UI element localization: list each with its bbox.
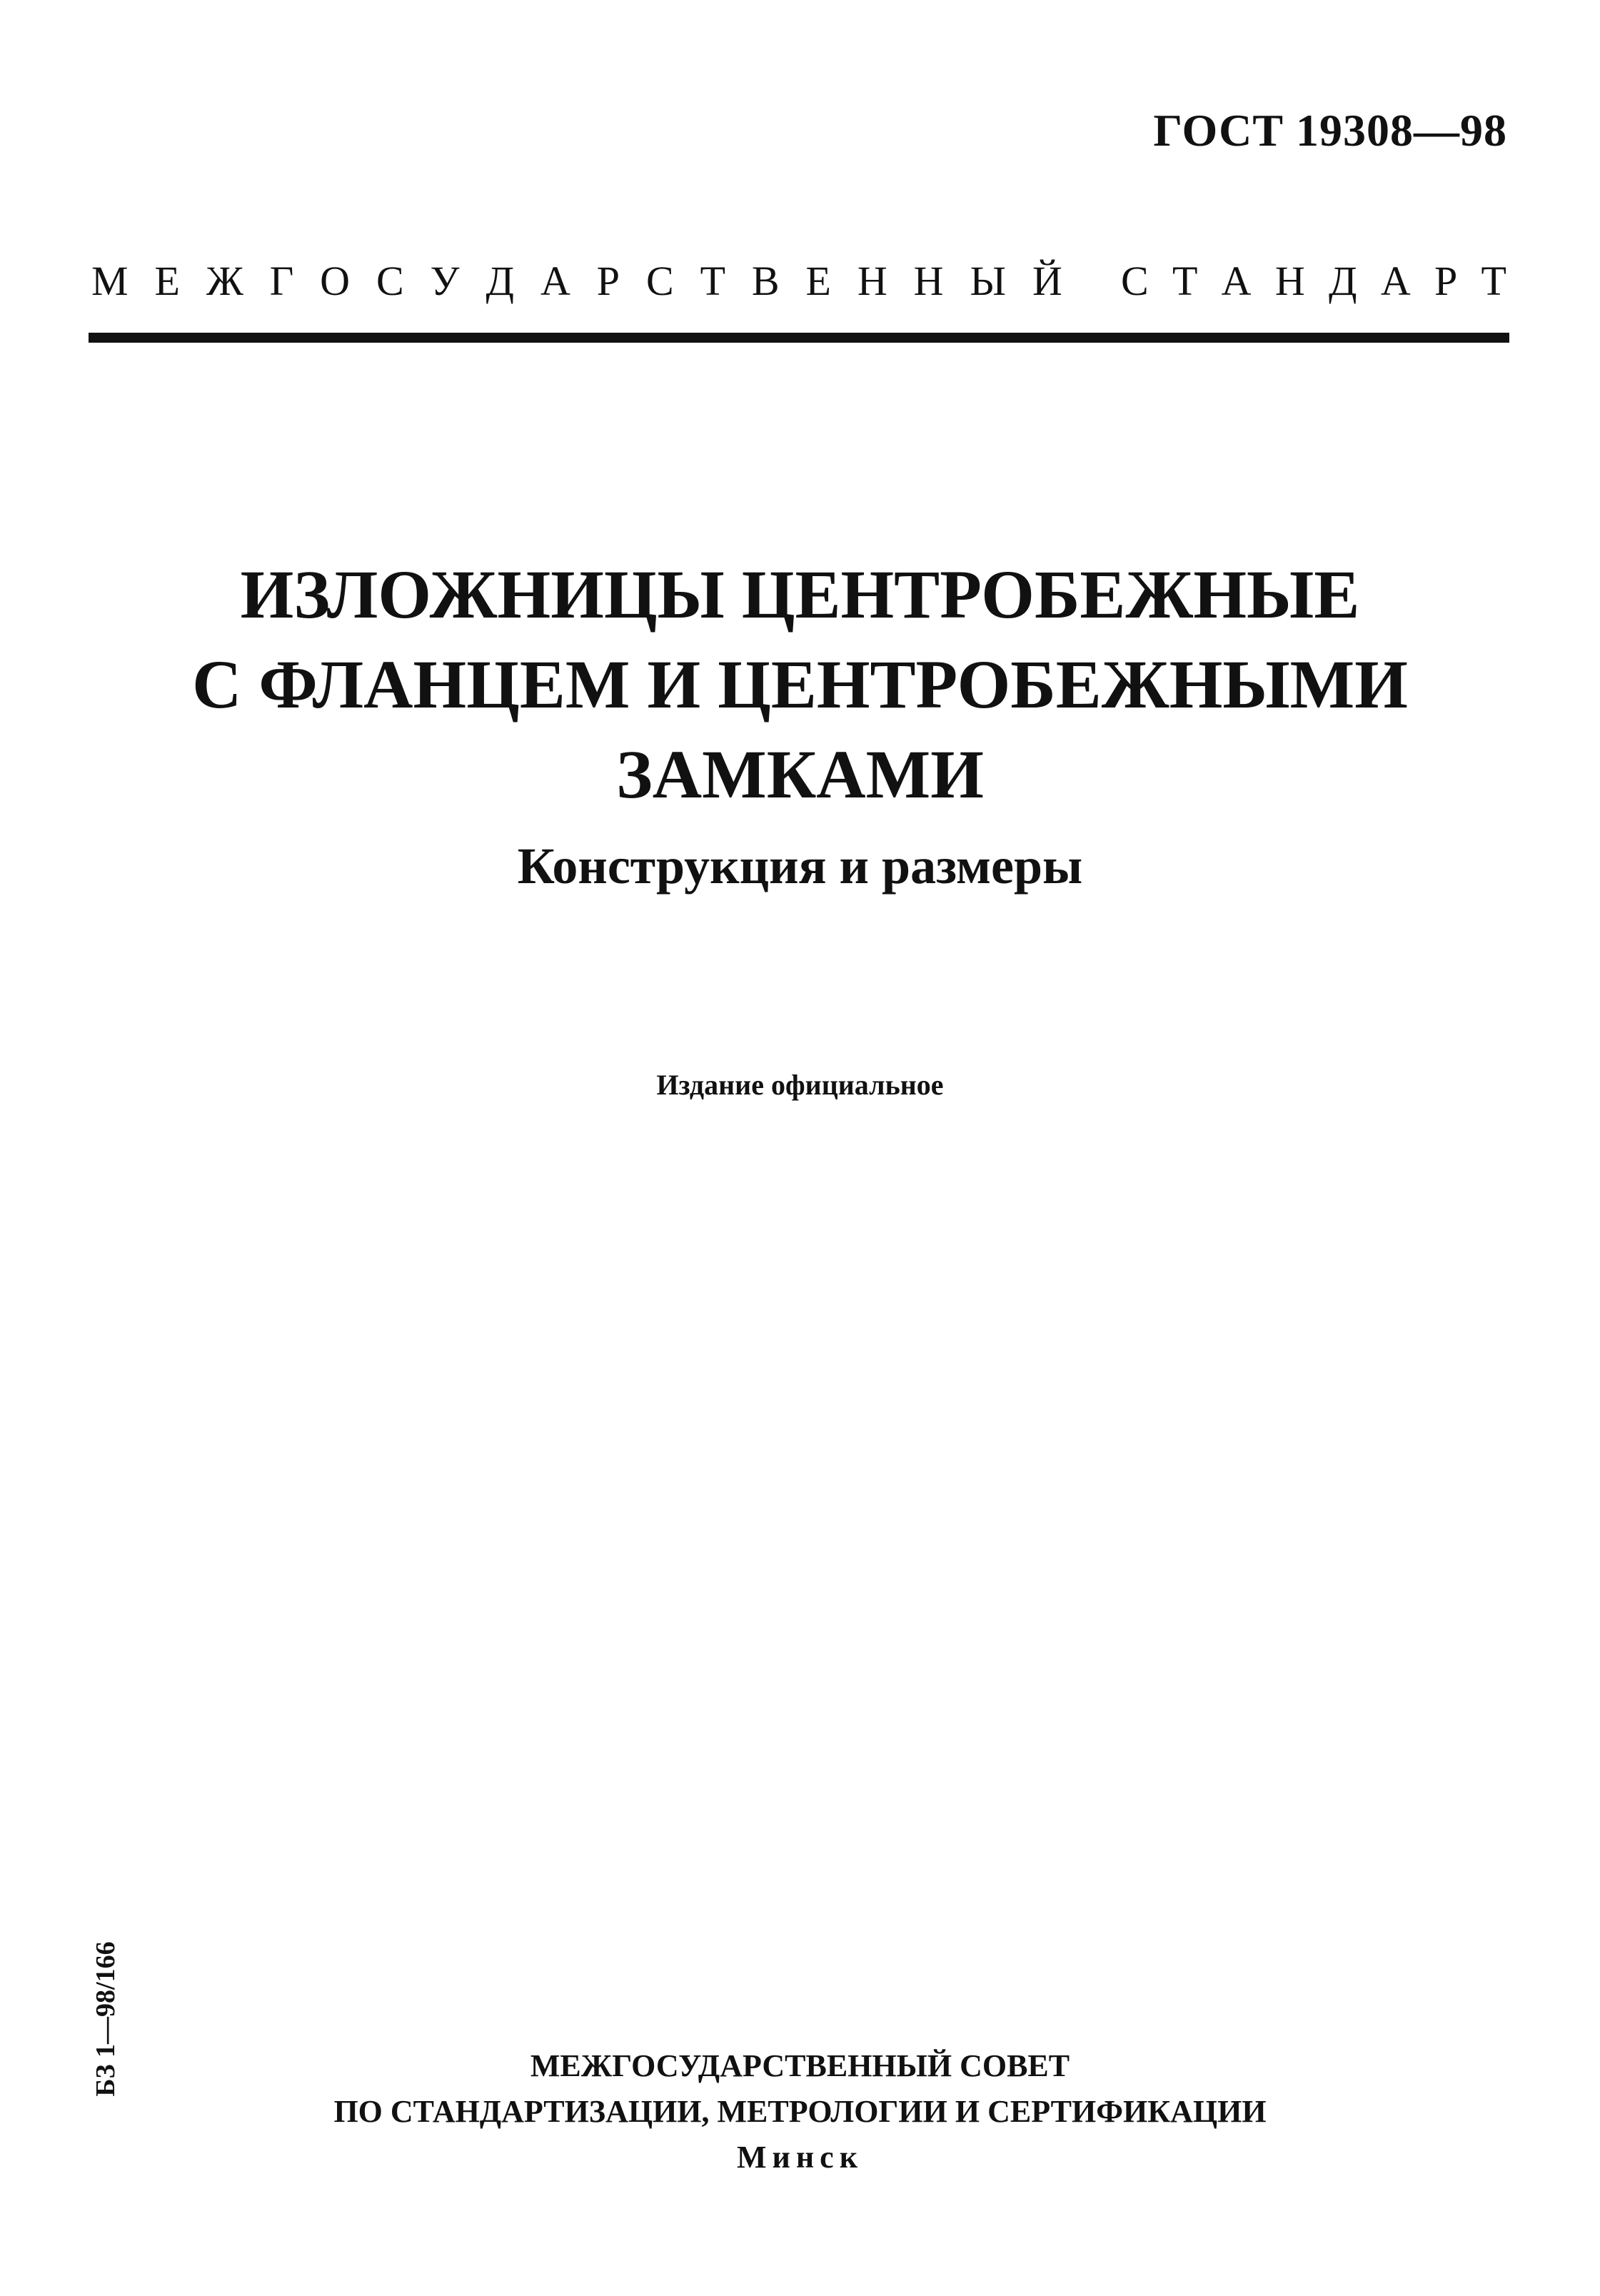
title-line-2: С ФЛАНЦЕМ И ЦЕНТРОБЕЖНЫМИ xyxy=(192,646,1408,722)
standard-type-heading xyxy=(91,257,1506,305)
title-line-1: ИЗЛОЖНИЦЫ ЦЕНТРОБЕЖНЫЕ xyxy=(240,556,1360,633)
publisher-block xyxy=(0,2043,1600,2180)
publisher-line-2: ПО СТАНДАРТИЗАЦИИ, МЕТРОЛОГИИ И СЕРТИФИКАЦИИ xyxy=(333,2094,1267,2129)
side-catalog-code: БЗ 1—98/166 xyxy=(91,1941,121,2097)
standard-type-word-standard: С Т А Н Д А Р Т xyxy=(1121,258,1506,304)
publisher-line-1: МЕЖГОСУДАРСТВЕННЫЙ СОВЕТ xyxy=(530,2048,1070,2083)
standard-type-word-interstate: М Е Ж Г О С У Д А Р С Т В Е Н Н Ы Й xyxy=(91,258,1062,304)
publisher-city: Минск xyxy=(736,2140,864,2175)
document-subtitle: Конструкция и размеры xyxy=(517,837,1083,895)
title-line-3: ЗАМКАМИ xyxy=(616,736,984,812)
document-title xyxy=(0,550,1600,820)
gost-number: ГОСТ 19308—98 xyxy=(1153,105,1507,156)
header-divider xyxy=(89,333,1509,343)
edition-note: Издание официальное xyxy=(656,1069,944,1101)
